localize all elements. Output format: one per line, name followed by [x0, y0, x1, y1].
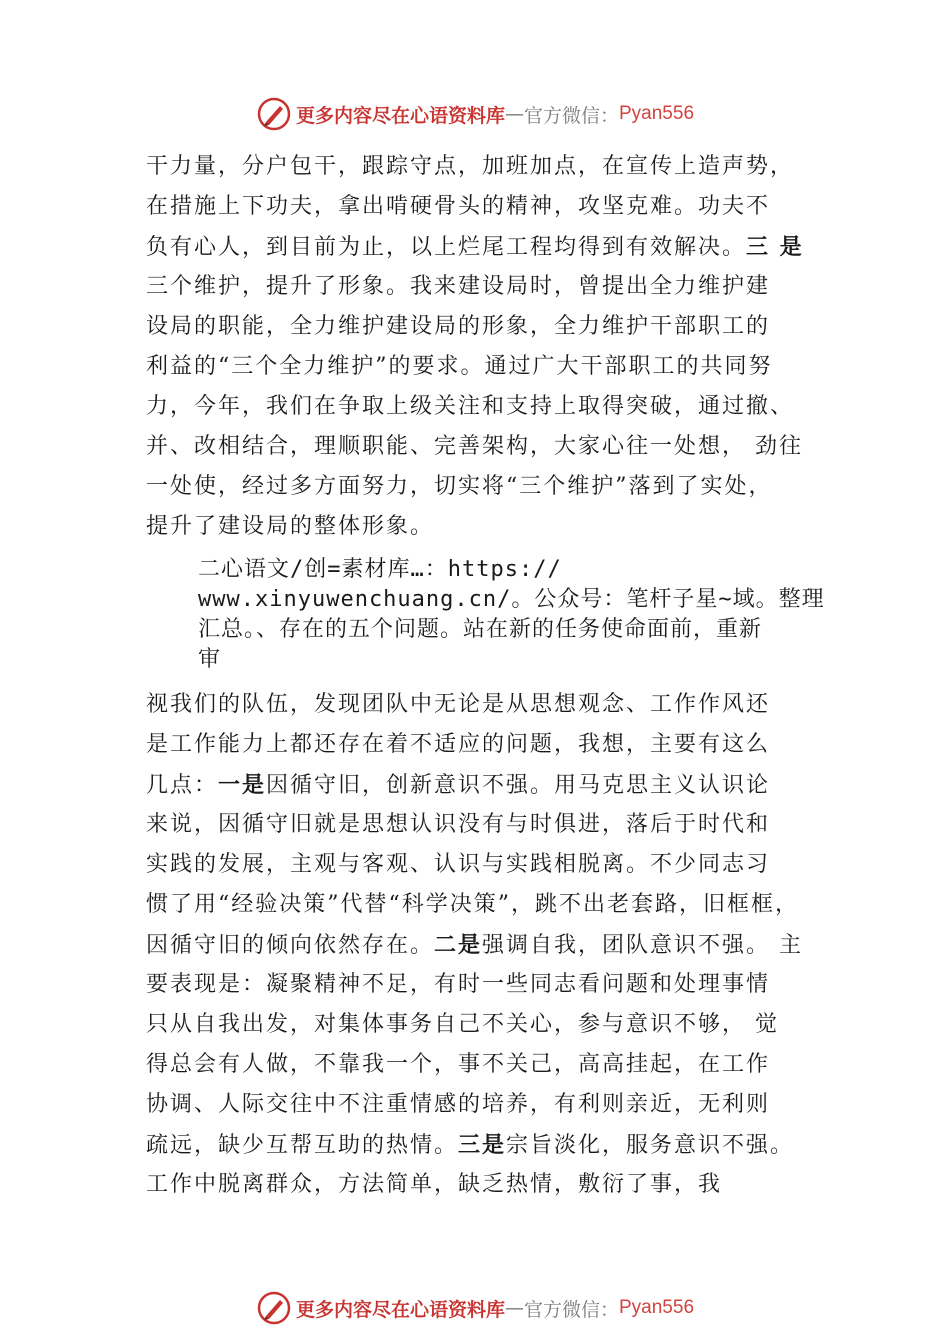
banner-wechat-label: 官方微信： [523, 104, 619, 127]
p2-line: 要表现是：凝聚精神不足，有时一些同志看问题和处理事情 [146, 972, 771, 997]
p1-bold: 三 是 [746, 234, 804, 260]
p1-line: 并、改相结合，理顺职能、完善架构，大家心往一处想， 劲往 [146, 434, 803, 459]
p1-line [146, 232, 804, 263]
p2-text: 强调自我，团队意识不强。 主 [482, 933, 804, 958]
p2-line: 得总会有人做，不靠我一个，事不关己，高高挂起，在工作 [146, 1052, 771, 1077]
p2-line [146, 930, 803, 961]
p1-line: 三个维护，提升了形象。我来建设局时，曾提出全力维护建 [146, 274, 771, 299]
p1-line: 提升了建设局的整体形象。 [146, 514, 435, 539]
banner-wechat-id: Pyan556 [619, 103, 695, 124]
p2-text: 几点： [146, 773, 219, 798]
banner-dash: — [504, 103, 524, 125]
header-banner [0, 96, 950, 132]
p1-line: 利益的“三个全力维护”的要求。通过广大干部职工的共同努 [146, 354, 773, 379]
p2-bold: 三是 [458, 1132, 507, 1158]
p2-text: 疏远，缺少互帮互助的热情。 [146, 1133, 459, 1158]
p2-line: 来说，因循守旧就是思想认识没有与时俱进，落后于时代和 [146, 812, 771, 837]
banner-red-text: 更多内容尽在心语资料库 [295, 1298, 505, 1321]
p2-line: 惯了用“经验决策”代替“科学决策”，跳不出老套路，旧框框， [146, 892, 799, 917]
footer-banner [0, 1290, 950, 1326]
p2-bold: 二是 [434, 932, 483, 958]
watermark-line: 二心语文/创=素材库…：https:// [198, 557, 562, 582]
p2-line: 协调、人际交往中不注重情感的培养，有利则亲近，无利则 [146, 1092, 771, 1117]
watermark-line: 汇总。、存在的五个问题。站在新的任务使命面前，重新 [198, 617, 763, 642]
p1-text: 负有心人，到目前为止，以上烂尾工程均得到有效解决。 [146, 235, 747, 260]
banner-dash: — [504, 1297, 524, 1319]
p2-text: 因循守旧的倾向依然存在。 [146, 933, 435, 958]
p1-line: 一处使，经过多方面努力，切实将“三个维护”落到了实处， [146, 474, 773, 499]
p1-line: 干力量，分户包干，跟踪守点，加班加点，在宣传上造声势， [146, 154, 795, 179]
banner-wechat-label: 官方微信： [523, 1298, 619, 1321]
banner-wechat-id: Pyan556 [619, 1297, 695, 1318]
pen-logo-icon [256, 96, 292, 132]
p1-line: 在措施上下功夫，拿出啃硬骨头的精神，攻坚克难。功夫不 [146, 194, 771, 219]
p2-line: 视我们的队伍，发现团队中无论是从思想观念、工作作风还 [146, 692, 771, 717]
watermark-line: 审 [198, 647, 222, 672]
p2-line [146, 770, 770, 801]
p2-line: 工作中脱离群众，方法简单，缺乏热情，敷衍了事，我 [146, 1172, 723, 1197]
banner-red-text: 更多内容尽在心语资料库 [295, 104, 505, 127]
p2-bold: 一是 [218, 772, 267, 798]
pen-logo-icon [256, 1290, 292, 1326]
watermark-line: www.xinyuwenchuang.cn/。公众号：笔杆子星~域。整理 [198, 587, 825, 612]
p2-line [146, 1130, 794, 1161]
p2-line: 实践的发展，主观与客观、认识与实践相脱离。不少同志习 [146, 852, 771, 877]
p2-text: 宗旨淡化，服务意识不强。 [506, 1133, 795, 1158]
p1-line: 设局的职能，全力维护建设局的形象，全力维护干部职工的 [146, 314, 771, 339]
p2-line: 是工作能力上都还存在着不适应的问题，我想，主要有这么 [146, 732, 771, 757]
p2-line: 只从自我出发，对集体事务自己不关心，参与意识不够， 觉 [146, 1012, 779, 1037]
p1-line: 力，今年，我们在争取上级关注和支持上取得突破，通过撤、 [146, 394, 795, 419]
p2-text: 因循守旧，创新意识不强。用马克思主义认识论 [266, 773, 771, 798]
